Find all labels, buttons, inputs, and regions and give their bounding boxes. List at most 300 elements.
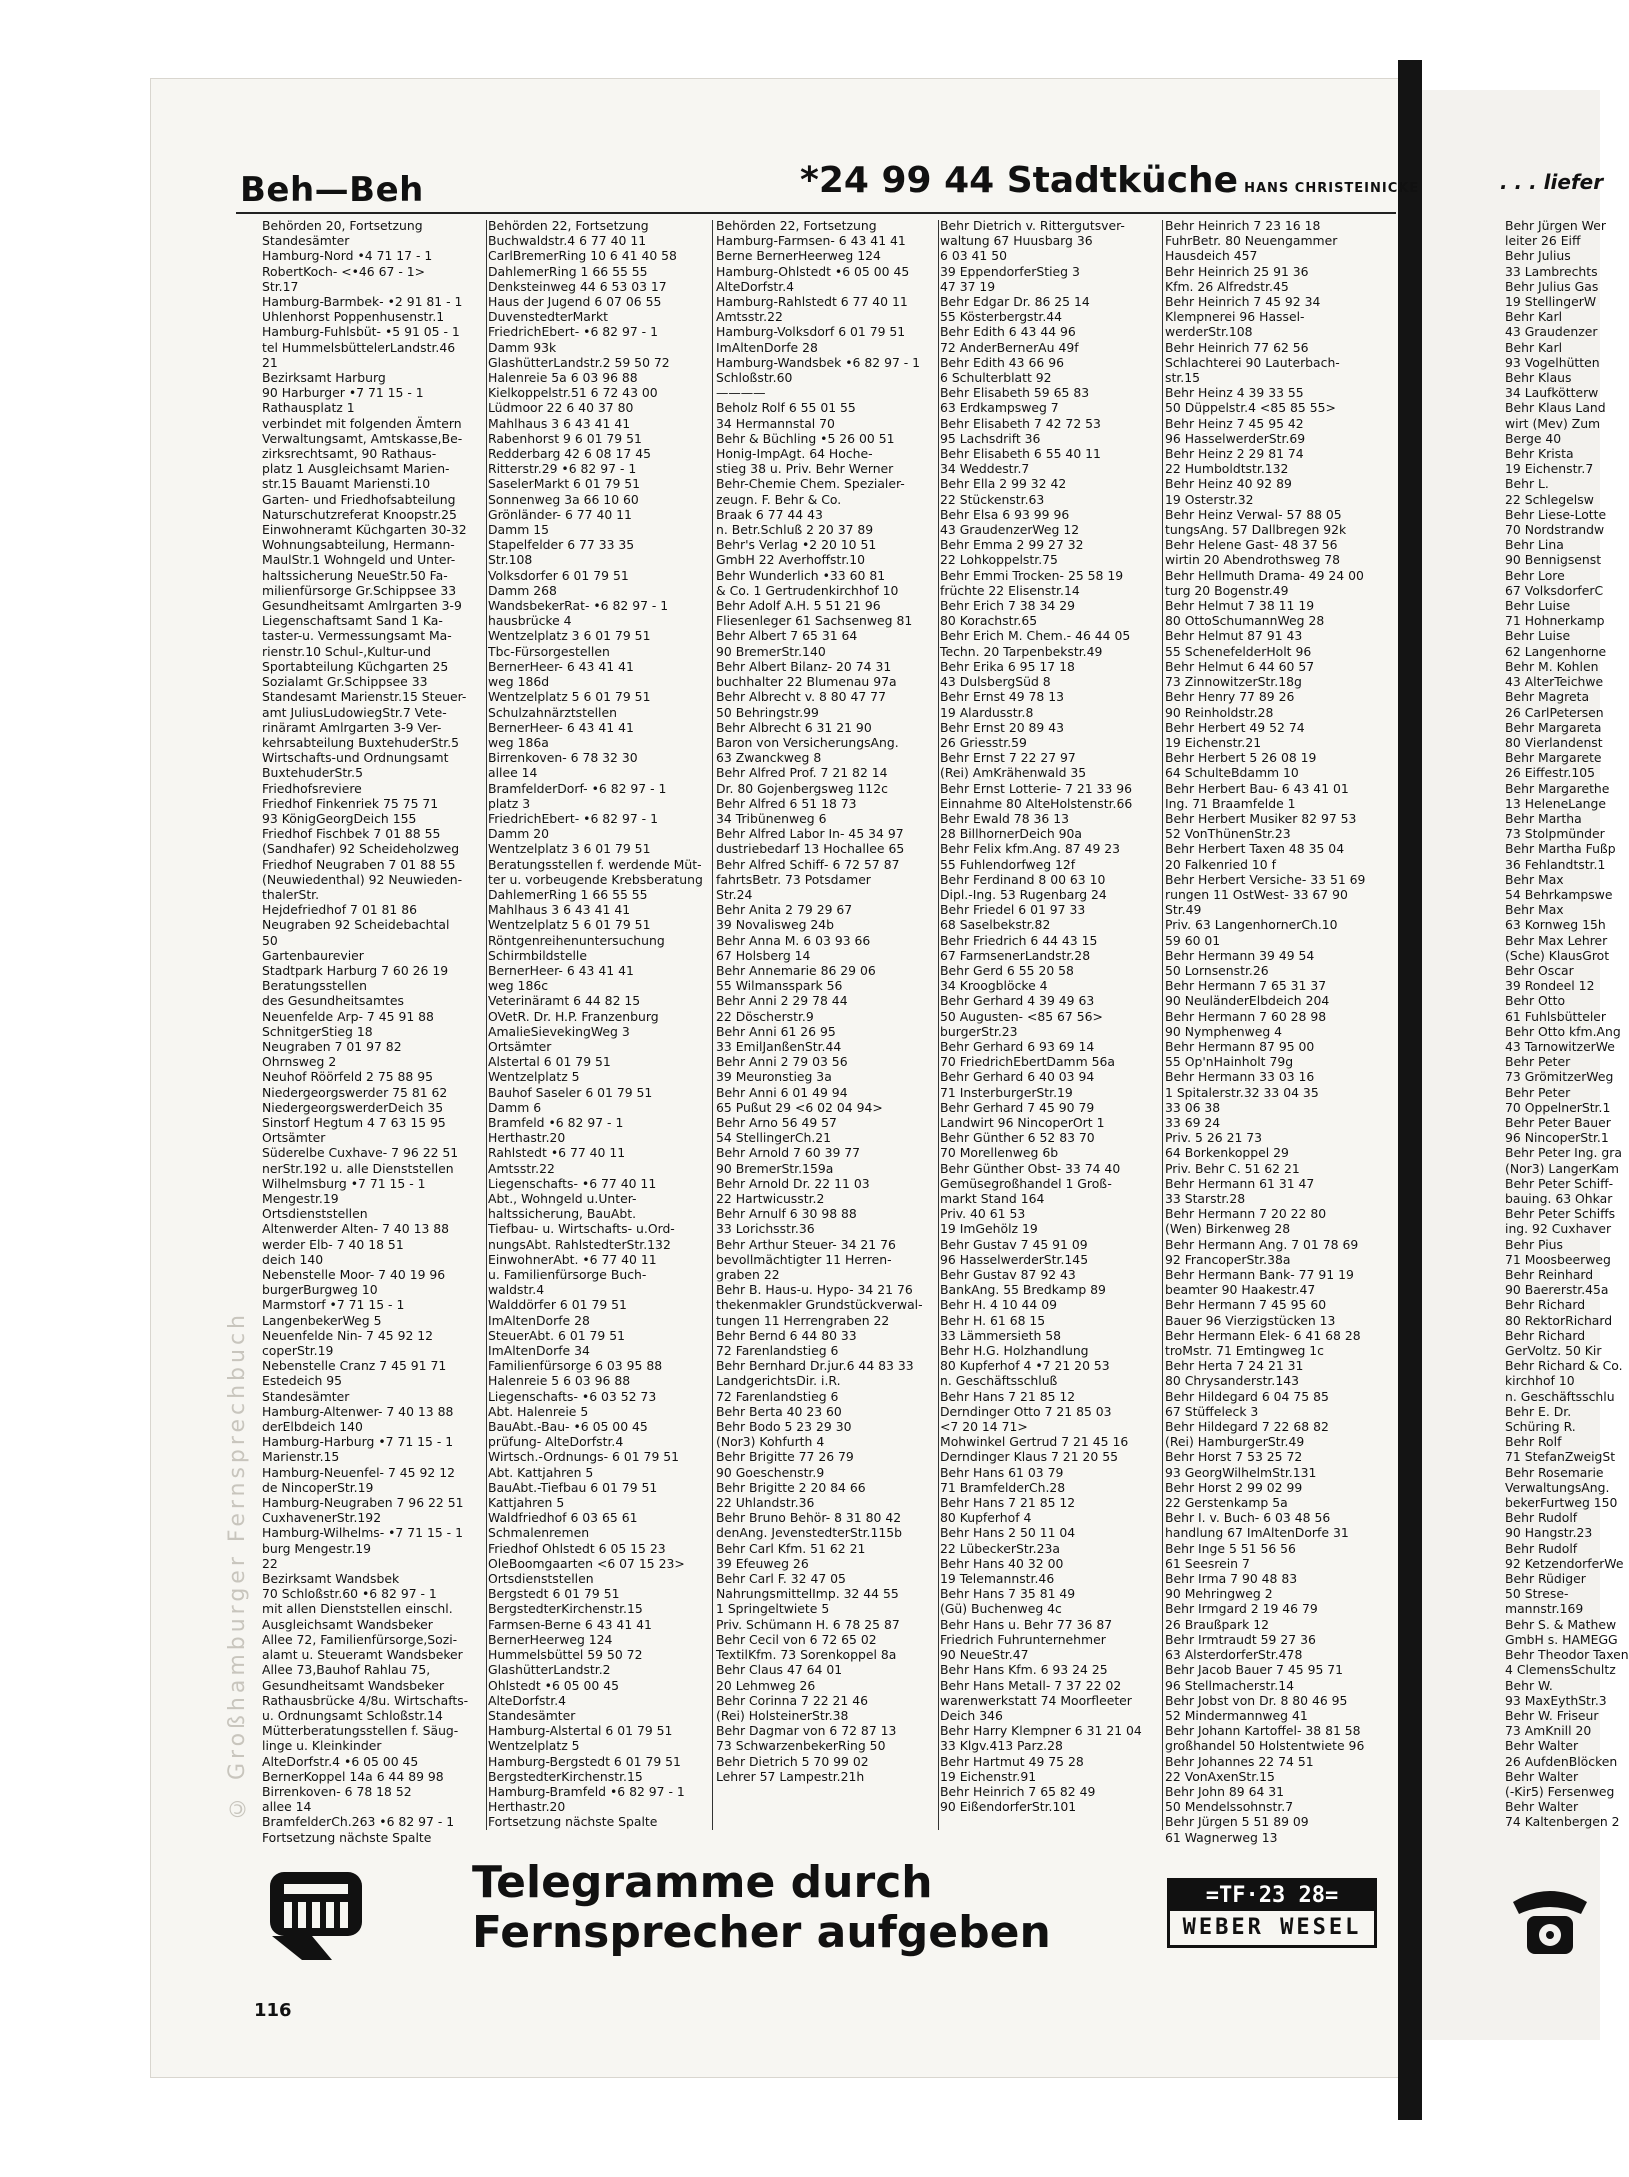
listing-entry: Beratungsstellen f. werdende Müt- <box>488 856 702 872</box>
listing-entry: Hamburg-Farmsen- 6 43 41 41 <box>716 233 906 249</box>
listing-entry: großhandel 50 Holstentwiete 96 <box>1165 1738 1365 1754</box>
facing-listing-entry: Behr Max <box>1505 902 1564 918</box>
listing-entry: taster-u. Vermessungsamt Ma- <box>262 628 452 644</box>
listing-entry: 50 Mendelssohnstr.7 <box>1165 1799 1294 1815</box>
telephone-icon <box>1505 1880 1595 1960</box>
listing-entry: Halenreie 5a 6 03 96 88 <box>488 370 638 386</box>
listing-entry: 59 60 01 <box>1165 932 1221 948</box>
facing-listing-entry: 90 Bennigsenst <box>1505 552 1602 568</box>
listing-entry: 80 Kupferhof 4 •7 21 20 53 <box>940 1358 1110 1374</box>
listing-entry: Behr Bernhard Dr.jur.6 44 83 33 <box>716 1358 914 1374</box>
listing-entry: Behr Irma 7 90 48 83 <box>1165 1571 1298 1587</box>
facing-listing-entry: 73 AmKnill 20 <box>1505 1723 1592 1739</box>
listing-entry: Denksteinweg 44 6 53 03 17 <box>488 278 667 294</box>
facing-listing-entry: Behr Klaus Land <box>1505 400 1606 416</box>
listing-entry: NiedergeorgswerderDeich 35 <box>262 1099 444 1115</box>
listing-entry: BernerHeer- 6 43 41 41 <box>488 658 634 674</box>
listing-entry: Behr Hermann 7 20 22 80 <box>1165 1206 1327 1222</box>
listing-entry: 65 Pußut 29 <6 02 04 94> <box>716 1099 883 1115</box>
listing-entry: Behr Arnulf 6 30 98 88 <box>716 1206 857 1222</box>
listing-entry: 90 Goeschenstr.9 <box>716 1464 825 1480</box>
listing-entry: Gartenbaurevier <box>262 947 364 963</box>
listing-entry: Behr Hermann Elek- 6 41 68 28 <box>1165 1327 1361 1343</box>
listing-entry: Hamburg-Harburg •7 71 15 - 1 <box>262 1434 454 1450</box>
facing-listing-entry: 43 AlterTeichwe <box>1505 674 1604 690</box>
listing-entry: 96 Stellmacherstr.14 <box>1165 1677 1294 1693</box>
listing-entry: Stapelfelder 6 77 33 35 <box>488 537 635 553</box>
listing-entry: MaulStr.1 Wohngeld und Unter- <box>262 552 456 568</box>
listing-entry: 55 Kösterbergstr.44 <box>940 309 1063 325</box>
listing-entry: Halenreie 5 6 03 96 88 <box>488 1373 631 1389</box>
listing-entry: Behr Helmut 7 38 11 19 <box>1165 598 1315 614</box>
listing-entry: Behr Erika 6 95 17 18 <box>940 658 1075 674</box>
listing-entry: 22 Hartwicusstr.2 <box>716 1191 825 1206</box>
listing-entry: 63 Erdkampsweg 7 <box>940 400 1059 416</box>
listing-entry: 47 37 19 <box>940 278 996 294</box>
facing-listing-entry: (Nor3) LangerKam <box>1505 1160 1619 1176</box>
listing-entry: dustriebedarf 13 Hochallee 65 <box>716 841 905 857</box>
header-ad-small: HANS CHRISTEINICKE <box>1244 181 1420 196</box>
facing-listing-entry: 70 OppelnerStr.1 <box>1505 1099 1611 1115</box>
listing-entry: Hamburg-Neuenfel- 7 45 92 12 <box>262 1464 455 1480</box>
listing-entry: Behr Jacob Bauer 7 45 95 71 <box>1165 1662 1344 1678</box>
listing-entry: Str.17 <box>262 278 299 294</box>
listing-entry: Gesundheitsamt Wandsbeker <box>262 1677 445 1693</box>
listing-entry: (Wen) Birkenweg 28 <box>1165 1221 1291 1237</box>
listing-entry: Mütterberatungsstellen f. Säug- <box>262 1723 459 1739</box>
listing-entry: RobertKoch- <•46 67 - 1> <box>262 263 426 279</box>
listing-entry: Behr Ella 2 99 32 42 <box>940 476 1067 492</box>
listing-entry: Wentzelplatz 3 6 01 79 51 <box>488 841 651 857</box>
listing-entry: Behr Hans 2 50 11 04 <box>940 1525 1076 1541</box>
facing-listing-entry: leiter 26 Eiff <box>1505 233 1581 249</box>
listing-entry: Bergstedt 6 01 79 51 <box>488 1586 620 1602</box>
listing-entry: Behr Carl F. 32 47 05 <box>716 1571 846 1587</box>
listing-entry: Ritterstr.29 •6 82 97 - 1 <box>488 461 637 477</box>
listing-entry: 19 Osterstr.32 <box>1165 491 1254 507</box>
listing-entry: SchnitgerStieg 18 <box>262 1023 373 1039</box>
listing-entry: Friedhof Fischbek 7 01 88 55 <box>262 826 441 842</box>
listing-entry: Waldfriedhof 6 03 65 61 <box>488 1510 638 1526</box>
listing-entry: Friedrich Fuhrunternehmer <box>940 1631 1106 1647</box>
listing-entry: 33 Starstr.28 <box>1165 1191 1246 1206</box>
listing-entry: Behr Elisabeth 7 42 72 53 <box>940 415 1101 431</box>
column-divider <box>712 220 713 1830</box>
listing-entry: 6 Schulterblatt 92 <box>940 370 1052 386</box>
listing-entry: Behr Hans 7 35 81 49 <box>940 1586 1076 1602</box>
facing-listing-entry: 13 HeleneLange <box>1505 795 1607 811</box>
listing-entry: 21 <box>262 354 278 370</box>
listing-entry: SteuerAbt. 6 01 79 51 <box>488 1327 625 1343</box>
facing-listing-entry: Behr Julius <box>1505 248 1571 264</box>
listing-entry: 55 Op'nHainholt 79g <box>1165 1054 1294 1070</box>
listing-entry: Ing. 71 Braamfelde 1 <box>1165 795 1296 811</box>
facing-listing-entry: Behr Walter <box>1505 1799 1579 1815</box>
telegram-ad-line-2: Fernsprecher aufgeben <box>472 1907 1051 1958</box>
listing-entry: Behr Ernst 49 78 13 <box>940 689 1064 705</box>
listing-entry: Behr Emmi Trocken- 25 58 19 <box>940 567 1124 583</box>
listing-entry: rungen 11 OstWest- 33 67 90 <box>1165 886 1348 902</box>
listing-entry: Behr Albrecht v. 8 80 47 77 <box>716 689 886 705</box>
facing-listing-entry: kirchhof 10 <box>1505 1373 1575 1389</box>
listing-entry: FriedrichEbert- •6 82 97 - 1 <box>488 810 658 826</box>
listing-entry: ImAltenDorfe 34 <box>488 1343 590 1359</box>
listing-entry: Behr Erich M. Chem.- 46 44 05 <box>940 628 1131 644</box>
listing-entry: Behr Albert 7 65 31 64 <box>716 628 858 644</box>
facing-listing-entry: Behr Margarethe <box>1505 780 1610 796</box>
listing-entry: Liegenschafts- •6 03 52 73 <box>488 1388 657 1404</box>
listing-entry: Behr Gerhard 7 45 90 79 <box>940 1099 1095 1115</box>
facing-listing-entry: 61 Fuhlsbütteler <box>1505 1008 1606 1024</box>
listing-entry: Damm 93k <box>488 339 557 355</box>
listing-entry: Volksdorfer 6 01 79 51 <box>488 567 629 583</box>
facing-listing-entry: Behr Otto <box>1505 993 1566 1009</box>
facing-listing-entry: GmbH s. HAMEGG <box>1505 1631 1618 1647</box>
listing-entry: Bezirksamt Harburg <box>262 370 386 386</box>
listing-column-1 <box>262 218 484 1845</box>
listing-entry: Dr. 80 Gojenbergsweg 112c <box>716 780 888 796</box>
listing-entry: 33 Klgv.413 Parz.28 <box>940 1738 1063 1754</box>
listing-entry: 34 Tribünenweg 6 <box>716 810 827 826</box>
listing-entry: Standesamt Marienstr.15 Steuer- <box>262 689 467 705</box>
facing-listing-entry: mannstr.169 <box>1505 1601 1584 1617</box>
listing-entry: 63 AlsterdorferStr.478 <box>1165 1647 1303 1663</box>
facing-listing-entry: Behr Otto kfm.Ang <box>1505 1023 1621 1039</box>
listing-entry: GlashütterLandstr.2 <box>488 1662 611 1678</box>
listing-entry: Wentzelplatz 5 <box>488 1069 580 1085</box>
listing-entry: rinäramt Amlrgarten 3-9 Ver- <box>262 719 442 735</box>
listing-entry: Kielkoppelstr.51 6 72 43 00 <box>488 385 658 401</box>
listing-entry: Fortsetzung nächste Spalte <box>262 1829 432 1845</box>
facing-listing-entry: VerwaltungsAng. <box>1505 1479 1610 1495</box>
listing-entry: OVetR. Dr. H.P. Franzenburg <box>488 1008 659 1024</box>
facing-listing-entry: 90 Baererstr.45a <box>1505 1282 1609 1298</box>
listing-entry: Gesundheitsamt Amlrgarten 3-9 <box>262 598 462 614</box>
listing-entry: Hamburg-Wilhelms- •7 71 15 - 1 <box>262 1525 463 1541</box>
listing-entry: troMstr. 71 Emtingweg 1c <box>1165 1343 1324 1359</box>
listing-entry: Behr Berta 40 23 60 <box>716 1403 842 1419</box>
listing-entry: Ortsdienststellen <box>488 1571 594 1587</box>
listing-entry: Liegenschaftsamt Sand 1 Ka- <box>262 613 443 629</box>
listing-entry: ter u. vorbeugende Krebsberatung <box>488 871 703 887</box>
listing-entry: u. Familienfürsorge Buch- <box>488 1267 647 1283</box>
listing-entry: SaselerMarkt 6 01 79 51 <box>488 476 641 492</box>
listing-entry: Behr Gerhard 4 39 49 63 <box>940 993 1095 1009</box>
listing-entry: Einwohneramt Küchgarten 30-32 <box>262 522 467 538</box>
listing-entry: Behr Herbert 49 52 74 <box>1165 719 1305 735</box>
facing-listing-entry: Behr Rosemarie <box>1505 1464 1604 1480</box>
listing-entry: BernerKoppel 14a 6 44 89 98 <box>262 1768 444 1784</box>
listing-entry: coperStr.19 <box>262 1343 334 1359</box>
listing-entry: Behr Alfred Labor In- 45 34 97 <box>716 826 904 842</box>
facing-listing-entry: Behr Julius Gas <box>1505 278 1599 294</box>
listing-entry: 39 EppendorferStieg 3 <box>940 263 1080 279</box>
listing-entry: zeugn. F. Behr & Co. <box>716 491 842 507</box>
listing-entry: Priv. 63 LangenhornerCh.10 <box>1165 917 1338 933</box>
listing-entry: Behr Claus 47 64 01 <box>716 1662 843 1678</box>
listing-entry: waldstr.4 <box>488 1282 545 1298</box>
listing-entry: 33 EmilJanßenStr.44 <box>716 1038 842 1054</box>
facing-listing-entry: 43 Graudenzer <box>1505 324 1598 340</box>
listing-entry: früchte 22 Elisenstr.14 <box>940 582 1080 598</box>
facing-listing-entry: n. Geschäftsschlu <box>1505 1388 1615 1404</box>
facing-listing-entry: Behr Rolf <box>1505 1434 1562 1450</box>
listing-entry: Behr Hellmuth Drama- 49 24 00 <box>1165 567 1364 583</box>
listing-entry: Hamburg-Ohlstedt •6 05 00 45 <box>716 263 910 279</box>
listing-entry: n. Betr.Schluß 2 20 37 89 <box>716 522 874 538</box>
facing-listing-entry: Behr Martha <box>1505 810 1582 826</box>
listing-entry: Friedhofsreviere <box>262 780 362 796</box>
listing-entry: Mahlhaus 3 6 43 41 41 <box>488 902 631 918</box>
listing-entry: des Gesundheitsamtes <box>262 993 404 1009</box>
listing-entry: Haus der Jugend 6 07 06 55 <box>488 294 662 310</box>
facing-listing-entry: (-Kir5) Fersenweg <box>1505 1783 1615 1799</box>
listing-entry: deich 140 <box>262 1251 324 1267</box>
listing-entry: kehrsabteilung BuxtehuderStr.5 <box>262 734 460 750</box>
listing-entry: Friedhof Neugraben 7 01 88 55 <box>262 856 456 872</box>
listing-entry: Str.24 <box>716 886 753 902</box>
listing-entry: rienstr.10 Schul-,Kultur-und <box>262 643 432 659</box>
listing-entry: Wentzelplatz 5 <box>488 1738 580 1754</box>
listing-entry: Hummelsbüttel 59 50 72 <box>488 1647 643 1663</box>
facing-listing-entry: (Sche) KlausGrot <box>1505 947 1610 963</box>
listing-entry: allee 14 <box>488 765 538 781</box>
listing-entry: thalerStr. <box>262 886 320 902</box>
listing-entry: FuhrBetr. 80 Neuengammer <box>1165 233 1338 249</box>
facing-listing-entry: 63 Kornweg 15h <box>1505 917 1606 933</box>
listing-entry: 22 Gerstenkamp 5a <box>1165 1495 1288 1511</box>
listing-entry: Behr Heinz Verwal- 57 88 05 <box>1165 506 1342 522</box>
listing-entry: 72 AnderBernerAu 49f <box>940 339 1079 355</box>
listing-entry: Behr Johannes 22 74 51 <box>1165 1753 1314 1769</box>
listing-entry: 71 BramfelderCh.28 <box>940 1479 1066 1495</box>
listing-entry: Behr Harry Klempner 6 31 21 04 <box>940 1723 1142 1739</box>
listing-column-3 <box>716 218 936 1838</box>
facing-listing-entry: Behr Peter Schiffs <box>1505 1206 1616 1222</box>
listing-entry: 52 VonThünenStr.23 <box>1165 826 1291 842</box>
listing-entry: Neugraben 92 Scheidebachtal <box>262 917 450 933</box>
listing-entry: Behr Helmut 87 91 43 <box>1165 628 1303 644</box>
facing-listing-entry: 26 AufdenBlöcken <box>1505 1753 1618 1769</box>
telegram-advertisement <box>262 1858 1392 1968</box>
listing-entry: 80 Kupferhof 4 <box>940 1510 1032 1526</box>
facing-listing-entry: Behr Walter <box>1505 1738 1579 1754</box>
listing-entry: Hamburg-Rahlstedt 6 77 40 11 <box>716 294 908 310</box>
listing-entry: 92 FrancoperStr.38a <box>1165 1251 1291 1267</box>
listing-entry: Grönländer- 6 77 40 11 <box>488 506 632 522</box>
listing-entry: Wentzelplatz 3 6 01 79 51 <box>488 628 651 644</box>
listing-entry: Behr Alfred Schiff- 6 72 57 87 <box>716 856 900 872</box>
listing-entry: LangenbekerWeg 5 <box>262 1312 382 1328</box>
listing-entry: AlteDorfstr.4 •6 05 00 45 <box>262 1753 419 1769</box>
facing-listing-entry: Behr Peter Ing. gra <box>1505 1145 1622 1161</box>
listing-entry: Behr Hermann 61 31 47 <box>1165 1175 1315 1191</box>
listing-entry: de NincoperStr.19 <box>262 1479 374 1495</box>
facing-listing-entry: Behr Luise <box>1505 598 1571 614</box>
listing-entry: Behr Horst 2 99 02 99 <box>1165 1479 1303 1495</box>
listing-entry: Kattjahren 5 <box>488 1495 565 1511</box>
facing-listing-entry: Behr Walter <box>1505 1768 1579 1784</box>
listing-entry: mit allen Dienststellen einschl. <box>262 1601 453 1617</box>
listing-entry: Behr Ernst Lotterie- 7 21 33 96 <box>940 780 1132 796</box>
facing-listing-entry: 80 Vierlandenst <box>1505 734 1603 750</box>
facing-listing-entry: Behr Theodor Taxen <box>1505 1647 1629 1663</box>
listing-entry: graben 22 <box>716 1267 780 1283</box>
listing-entry: Behr Dietrich 5 70 99 02 <box>716 1753 869 1769</box>
facing-listing-entry: Schüring R. <box>1505 1419 1576 1435</box>
listing-entry: Priv. 5 26 21 73 <box>1165 1130 1263 1146</box>
listing-entry: Behr Günther Obst- 33 74 40 <box>940 1160 1121 1176</box>
listing-entry: werderStr.108 <box>1165 324 1253 340</box>
listing-entry: hausbrücke 4 <box>488 613 572 629</box>
listing-entry: BernerHeer- 6 43 41 41 <box>488 719 634 735</box>
facing-listing-entry: 19 Eichenstr.7 <box>1505 461 1594 477</box>
listing-entry: (Rei) HamburgerStr.49 <box>1165 1434 1305 1450</box>
listing-entry: Behr Bodo 5 23 29 30 <box>716 1419 852 1435</box>
listing-entry: Behr H. 61 68 15 <box>940 1312 1046 1328</box>
teleprinter-name: WEBER WESEL <box>1182 1915 1362 1940</box>
listing-entry: 43 DulsbergSüd 8 <box>940 674 1051 690</box>
listing-entry: Wilhelmsburg •7 71 15 - 1 <box>262 1175 426 1191</box>
listing-entry: CarlBremerRing 10 6 41 40 58 <box>488 248 677 264</box>
listing-entry: Fortsetzung nächste Spalte <box>488 1814 658 1830</box>
listing-entry: 90 BremerStr.140 <box>716 643 826 659</box>
listing-entry: Birrenkoven- 6 78 18 52 <box>262 1783 412 1799</box>
facing-listing-entry: ing. 92 Cuxhaver <box>1505 1221 1612 1237</box>
listing-entry: 73 SchwarzenbekerRing 50 <box>716 1738 886 1754</box>
page-header-range: Beh—Beh <box>240 170 424 210</box>
listing-entry: buchhalter 22 Blumenau 97a <box>716 674 897 690</box>
listing-entry: Marmstorf •7 71 15 - 1 <box>262 1297 405 1313</box>
listing-entry: Amtsstr.22 <box>488 1160 555 1176</box>
listing-entry: Honig-ImpAgt. 64 Hoche- <box>716 446 873 462</box>
listing-entry: 70 FriedrichEbertDamm 56a <box>940 1054 1115 1070</box>
listing-entry: Behr Emma 2 99 27 32 <box>940 537 1084 553</box>
listing-entry: 22 Stückenstr.63 <box>940 491 1045 507</box>
listing-entry: Behr Anna M. 6 03 93 66 <box>716 932 871 948</box>
listing-entry: Süderelbe Cuxhave- 7 96 22 51 <box>262 1145 459 1161</box>
listing-entry: 90 BremerStr.159a <box>716 1160 834 1176</box>
listing-entry: 55 Wilmansspark 56 <box>716 978 843 994</box>
facing-listing-entry: GerVoltz. 50 Kir <box>1505 1343 1602 1359</box>
listing-entry: Wirtschafts-und Ordnungsamt <box>262 750 449 766</box>
listing-entry: Behr Elsa 6 93 99 96 <box>940 506 1070 522</box>
listing-entry: Behr Arthur Steuer- 34 21 76 <box>716 1236 896 1252</box>
facing-listing-entry: Behr M. Kohlen <box>1505 658 1599 674</box>
facing-listing-entry: Behr Lina <box>1505 537 1564 553</box>
listing-entry: 50 Düppelstr.4 <85 85 55> <box>1165 400 1336 416</box>
listing-entry: Behr Hildegard 7 22 68 82 <box>1165 1419 1329 1435</box>
listing-entry: ImAltenDorfe 28 <box>488 1312 590 1328</box>
listing-entry: Friedhof Ohlstedt 6 05 15 23 <box>488 1540 666 1556</box>
facing-listing-entry: Berge 40 <box>1505 430 1562 446</box>
listing-entry: Behr Jürgen 5 51 89 09 <box>1165 1814 1309 1830</box>
listing-entry: 72 Farenlandstieg 6 <box>716 1388 839 1404</box>
listing-entry: 55 Fuhlendorfweg 12f <box>940 856 1076 872</box>
facing-listing-entry: 36 Fehlandtstr.1 <box>1505 856 1606 872</box>
listing-entry: Behr Erich 7 38 34 29 <box>940 598 1075 614</box>
listing-entry: Sozialamt Gr.Schippsee 33 <box>262 674 428 690</box>
listing-entry: (Rei) AmKrähenwald 35 <box>940 765 1087 781</box>
facing-listing-entry: Behr W. Friseur <box>1505 1707 1599 1723</box>
listing-entry: Behr & Büchling •5 26 00 51 <box>716 430 895 446</box>
listing-entry: BernerHeer- 6 43 41 41 <box>488 962 634 978</box>
telegram-ad-line-1: Telegramme durch <box>472 1857 933 1908</box>
facing-listing-entry: Behr S. & Mathew <box>1505 1616 1617 1632</box>
listing-entry: Schulzahnärztstellen <box>488 704 617 720</box>
listing-entry: Friedhof Finkenriek 75 75 71 <box>262 795 439 811</box>
header-rule <box>236 212 1396 214</box>
listing-entry: OleBoomgaarten <6 07 15 23> <box>488 1555 685 1571</box>
listing-entry: Behr Cecil von 6 72 65 02 <box>716 1631 877 1647</box>
listing-entry: Behr Albrecht 6 31 21 90 <box>716 719 872 735</box>
listing-entry: 90 Harburger •7 71 15 - 1 <box>262 385 424 401</box>
listing-entry: Behr Edith 6 43 44 96 <box>940 324 1076 340</box>
listing-entry: Behr Hermann 7 65 31 37 <box>1165 978 1327 994</box>
listing-entry: 90 EißendorferStr.101 <box>940 1799 1077 1815</box>
listing-entry: ImAltenDorfe 28 <box>716 339 818 355</box>
listing-entry: Behr Irmgard 2 19 46 79 <box>1165 1601 1318 1617</box>
facing-page-header: . . . liefer <box>1500 170 1604 194</box>
listing-entry: BuxtehuderStr.5 <box>262 765 363 781</box>
listing-entry: Liegenschafts- •6 77 40 11 <box>488 1175 657 1191</box>
listing-entry: GlashütterLandstr.2 59 50 72 <box>488 354 670 370</box>
listing-entry: 52 Mindermannweg 41 <box>1165 1707 1308 1723</box>
listing-entry: BramfelderDorf- •6 82 97 - 1 <box>488 780 667 796</box>
listing-entry: Priv. Behr C. 51 62 21 <box>1165 1160 1300 1176</box>
listing-entry: 34 Weddestr.7 <box>940 461 1030 477</box>
listing-entry: markt Stand 164 <box>940 1191 1045 1206</box>
listing-entry: n. Geschäftsschluß <box>940 1373 1058 1389</box>
listing-entry: 34 Hermannstal 70 <box>716 415 835 431</box>
facing-listing-entry: Behr Reinhard <box>1505 1267 1594 1283</box>
listing-entry: Behr Jobst von Dr. 8 80 46 95 <box>1165 1692 1348 1708</box>
listing-entry: Behr Irmtraudt 59 27 36 <box>1165 1631 1316 1647</box>
listing-entry: AmalieSievekingWeg 3 <box>488 1023 630 1039</box>
listing-entry: 34 Kroogblöcke 4 <box>940 978 1048 994</box>
listing-entry: Behr Anni 2 29 78 44 <box>716 993 848 1009</box>
listing-entry: Wohnungsabteilung, Hermann- <box>262 537 455 553</box>
listing-entry: BergstedterKirchenstr.15 <box>488 1768 643 1784</box>
listing-entry: Wentzelplatz 5 6 01 79 51 <box>488 689 651 705</box>
listing-entry: 43 GraudenzerWeg 12 <box>940 522 1080 538</box>
listing-entry: Alstertal 6 01 79 51 <box>488 1054 611 1070</box>
listing-entry: 19 Telemannstr.46 <box>940 1571 1055 1587</box>
listing-entry: verbindet mit folgenden Ämtern <box>262 415 462 431</box>
listing-entry: Behr Hans Kfm. 6 93 24 25 <box>940 1662 1108 1678</box>
listing-entry: GmbH 22 Averhoffstr.10 <box>716 552 866 568</box>
listing-entry: Estedeich 95 <box>262 1373 343 1389</box>
listing-entry: Behr Hermann 33 03 16 <box>1165 1069 1315 1085</box>
listing-entry: 93 GeorgWilhelmStr.131 <box>1165 1464 1317 1480</box>
listing-entry: Priv. 40 61 53 <box>940 1206 1026 1222</box>
listing-entry: DuvenstedterMarkt <box>488 309 608 325</box>
listing-entry: Bezirksamt Wandsbek <box>262 1571 400 1587</box>
listing-entry: 93 KönigGeorgDeich 155 <box>262 810 417 826</box>
listing-entry: 22 Lohkoppelstr.75 <box>940 552 1058 568</box>
listing-entry: Lüdmoor 22 6 40 37 80 <box>488 400 634 416</box>
listing-entry: 68 Saselbekstr.82 <box>940 917 1051 933</box>
listing-entry: Bramfeld •6 82 97 - 1 <box>488 1114 624 1130</box>
listing-entry: (Gü) Buchenweg 4c <box>940 1601 1062 1617</box>
column-divider <box>486 220 487 1830</box>
listing-entry: Beholz Rolf 6 55 01 55 <box>716 400 856 416</box>
listing-entry: Behr Edgar Dr. 86 25 14 <box>940 294 1090 310</box>
listing-entry: Marienstr.15 <box>262 1449 340 1465</box>
listing-entry: Behr Dagmar von 6 72 87 13 <box>716 1723 897 1739</box>
facing-listing-entry: Behr Margarete <box>1505 750 1602 766</box>
listing-entry: 70 Schloßstr.60 •6 82 97 - 1 <box>262 1586 437 1602</box>
